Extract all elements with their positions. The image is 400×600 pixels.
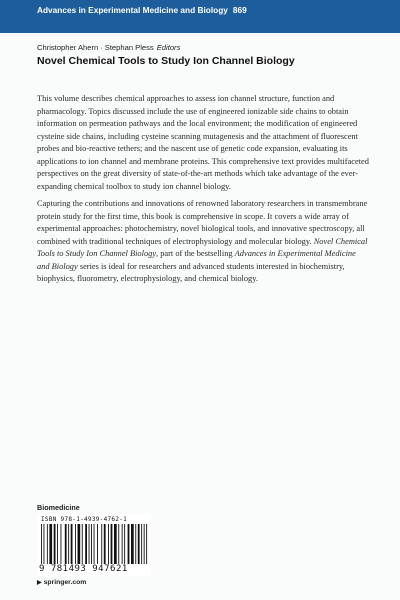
arrow-right-icon: ▶ [37, 580, 42, 586]
para2-text-a: Capturing the contributions and innovations of renowned laboratory researchers in transmembrane protein study for the first time, this book is comprehensive in scope. It covers a wide array of experimental approaches: photochemistry, novel biological tools, and innovative spectroscopy, all combined with traditional techniques of electrophysiology and molecular biology. [37, 199, 368, 246]
para2-text-c: series is ideal for researchers and advanced students interested in biochemistry, biophysics, fluorometry, electrophysiology, and chemical biology. [37, 261, 345, 283]
publisher-website[interactable] [37, 579, 86, 586]
editor-separator: · [100, 43, 103, 52]
series-name: Advances in Experimental Medicine and Biology [37, 5, 228, 15]
editor-first: Christopher Ahern [37, 43, 99, 52]
subject-label: Biomedicine [37, 503, 80, 512]
editors-line [37, 43, 180, 52]
series-bar [0, 0, 400, 33]
para2-text-b: , part of the bestselling [156, 249, 233, 258]
barcode-icon [37, 524, 151, 564]
editor-second: Stephan Pless [104, 43, 154, 52]
description-paragraph-1: This volume describes chemical approaches to assess ion channel structure, function and pharmacology. Topics discussed include the use of engineered ionizable side chains to obtain information on permeation pathways and the local environment; the modification of engineered cysteine side chains, including cysteine scanning mutagenesis and the attachment of fluorescent probes and bio-reactive tethers; and the nascent use of genetic code expansion, evaluating its applications to ion channel and membrane proteins. This comprehensive text provides multifaceted perspectives on the great diversity of state-of-the-art methods which take advantage of the ever-expanding chemical toolbox to study ion channel biology. [37, 94, 369, 191]
para2-series-title: Advances in Experimental Medicine and Biology [37, 249, 356, 271]
website-text: springer.com [43, 579, 87, 586]
volume-number: 869 [232, 5, 247, 15]
series-line [37, 5, 247, 15]
barcode-block [37, 514, 151, 576]
para2-book-title: Novel Chemical Tools to Study Ion Channel Biology [37, 236, 368, 258]
description-paragraph-2 [37, 198, 369, 286]
isbn-text: ISBN 978-1-4939-4762-1 [41, 516, 128, 523]
book-title: Novel Chemical Tools to Study Ion Channel Biology [37, 55, 295, 67]
book-description [37, 93, 369, 291]
barcode-digits: 9 781493 947621 [39, 564, 128, 574]
editor-role: Editors [156, 43, 181, 52]
